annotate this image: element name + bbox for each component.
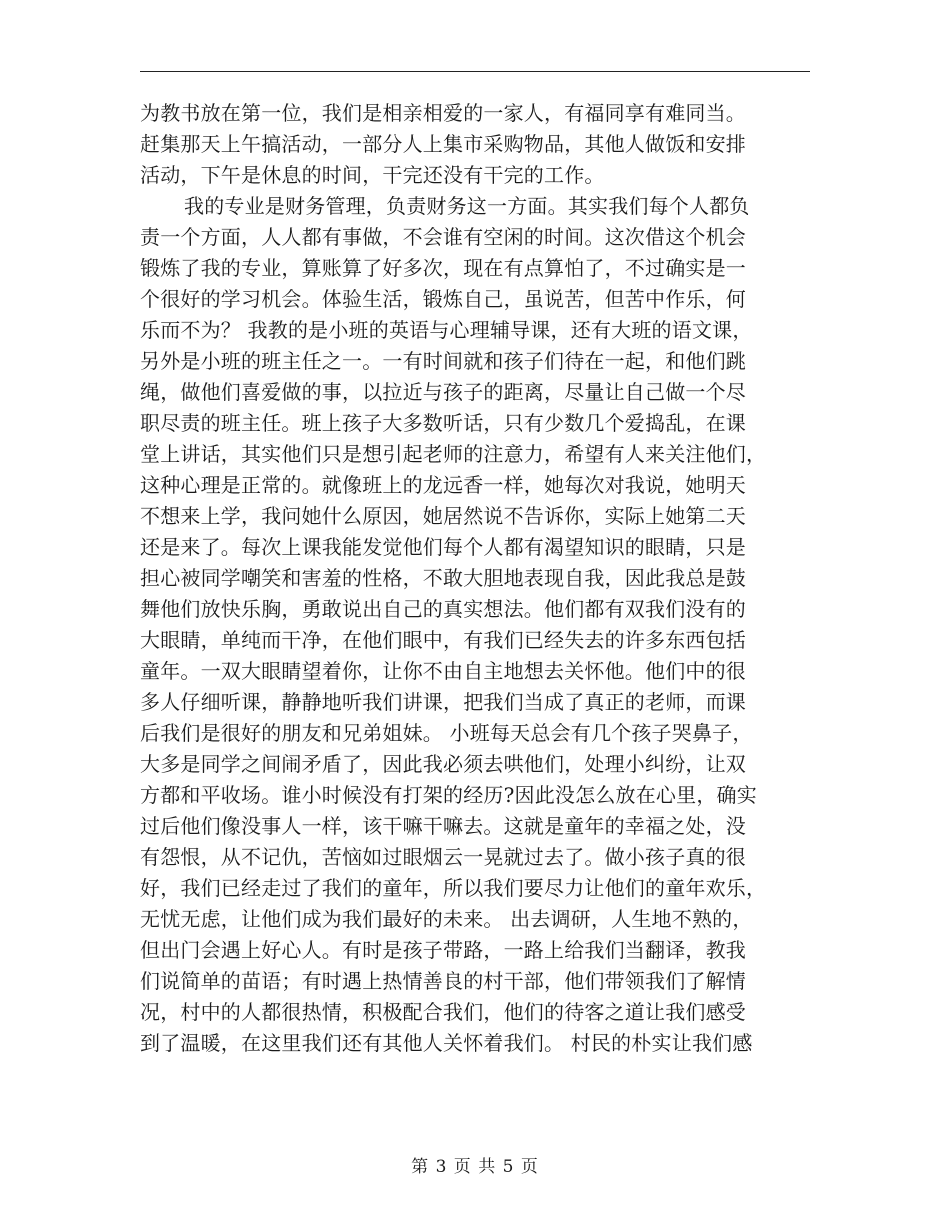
text-line: 无忧无虑，让他们成为我们最好的未来。 出去调研，人生地不熟的， <box>140 907 753 931</box>
text-line: 堂上讲话，其实他们只是想引起老师的注意力，希望有人来关注他们， <box>140 442 767 466</box>
text-line: 童年。一双大眼睛望着你，让你不由自主地想去关怀他。他们中的很 <box>140 659 746 683</box>
text-line: 还是来了。每次上课我能发觉他们每个人都有渴望知识的眼睛，只是 <box>140 535 746 559</box>
text-line: 赶集那天上午搞活动，一部分人上集市采购物品，其他人做饭和安排 <box>140 132 746 156</box>
text-line: 乐而不为？ 我教的是小班的英语与心理辅导课，还有大班的语文课， <box>140 318 753 342</box>
text-line: 后我们是很好的朋友和兄弟姐妹。 小班每天总会有几个孩子哭鼻子， <box>140 721 753 745</box>
text-line: 另外是小班的班主任之一。一有时间就和孩子们待在一起，和他们跳 <box>140 349 746 373</box>
text-line: 过后他们像没事人一样，该干嘛干嘛去。这就是童年的幸福之处，没 <box>140 814 746 838</box>
text-line: 活动，下午是休息的时间，干完还没有干完的工作。 <box>140 163 605 187</box>
text-line: 但出门会遇上好心人。有时是孩子带路，一路上给我们当翻译，教我 <box>140 938 746 962</box>
text-line: 方都和平收场。谁小时候没有打架的经历?因此没怎么放在心里，确实 <box>140 783 757 807</box>
text-line: 绳，做他们喜爱做的事，以拉近与孩子的距离，尽量让自己做一个尽 <box>140 380 746 404</box>
text-line: 责一个方面，人人都有事做，不会谁有空闲的时间。这次借这个机会 <box>140 225 746 249</box>
text-line: 舞他们放快乐胸，勇敢说出自己的真实想法。他们都有双我们没有的 <box>140 597 746 621</box>
text-line: 好，我们已经走过了我们的童年，所以我们要尽力让他们的童年欢乐， <box>140 876 767 900</box>
text-line: 担心被同学嘲笑和害羞的性格，不敢大胆地表现自我，因此我总是鼓 <box>140 566 746 590</box>
text-line: 大眼睛，单纯而干净，在他们眼中，有我们已经失去的许多东西包括 <box>140 628 746 652</box>
text-line: 锻炼了我的专业，算账算了好多次，现在有点算怕了，不过确实是一 <box>140 256 746 280</box>
text-line: 多人仔细听课，静静地听我们讲课，把我们当成了真正的老师，而课 <box>140 690 746 714</box>
text-line: 况，村中的人都很热情，积极配合我们，他们的待客之道让我们感受 <box>140 1000 746 1024</box>
text-line: 们说简单的苗语；有时遇上热情善良的村干部，他们带领我们了解情 <box>140 969 746 993</box>
text-line: 个很好的学习机会。体验生活，锻炼自己，虽说苦，但苦中作乐，何 <box>140 287 746 311</box>
text-line: 到了温暖，在这里我们还有其他人关怀着我们。 村民的朴实让我们感 <box>140 1031 753 1055</box>
text-line: 不想来上学，我问她什么原因，她居然说不告诉你，实际上她第二天 <box>140 504 746 528</box>
text-line: 有怨恨，从不记仇，苦恼如过眼烟云一晃就过去了。做小孩子真的很 <box>140 845 746 869</box>
text-line: 我的专业是财务管理，负责财务这一方面。其实我们每个人都负 <box>184 194 750 218</box>
text-line: 为教书放在第一位，我们是相亲相爱的一家人，有福同享有难同当。 <box>140 101 746 125</box>
body-text <box>140 98 820 1059</box>
header-rule <box>140 71 810 72</box>
text-line: 大多是同学之间闹矛盾了，因此我必须去哄他们，处理小纠纷，让双 <box>140 752 746 776</box>
text-line: 这种心理是正常的。就像班上的龙远香一样，她每次对我说，她明天 <box>140 473 746 497</box>
text-line: 职尽责的班主任。班上孩子大多数听话，只有少数几个爱捣乱，在课 <box>140 411 746 435</box>
page-number-footer: 第 3 页 共 5 页 <box>411 1157 539 1177</box>
